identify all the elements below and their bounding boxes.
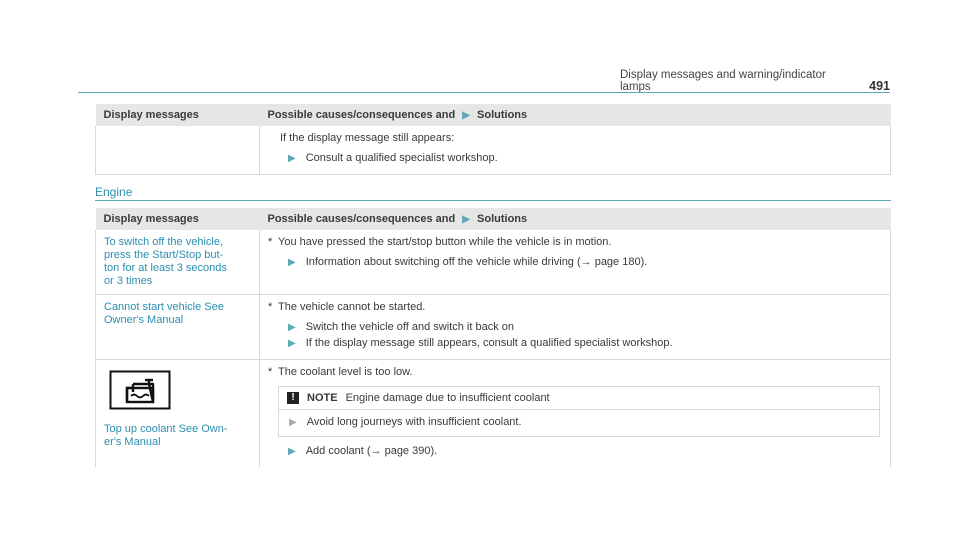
message-line: To switch off the vehicle, bbox=[104, 236, 224, 248]
asterisk-icon: * bbox=[268, 366, 273, 378]
message-text bbox=[104, 236, 251, 288]
message-cell bbox=[96, 295, 260, 360]
message-line: press the Start/Stop but- bbox=[104, 249, 224, 261]
column-header-messages-label: Display messages bbox=[103, 109, 199, 121]
cause-text: If the display message still appears: bbox=[280, 132, 455, 144]
page-header bbox=[620, 69, 890, 93]
continued-messages-table bbox=[95, 104, 891, 175]
column-header-causes-label: Possible causes/consequences and bbox=[267, 109, 456, 121]
solution-step bbox=[288, 256, 882, 268]
cause-text bbox=[268, 301, 882, 313]
note-label: NOTE bbox=[307, 392, 338, 404]
cause-cell bbox=[260, 230, 891, 295]
table-row bbox=[96, 295, 891, 360]
cause-text bbox=[268, 366, 882, 378]
message-line: ton for at least 3 seconds bbox=[104, 262, 227, 274]
column-header-messages bbox=[96, 104, 260, 126]
asterisk-icon: * bbox=[268, 301, 273, 313]
engine-messages-table bbox=[95, 208, 891, 467]
table-row bbox=[96, 230, 891, 295]
note-body bbox=[279, 410, 879, 436]
cause-text-content: The coolant level is too low. bbox=[278, 366, 413, 378]
solution-step bbox=[288, 152, 882, 164]
message-cell bbox=[96, 360, 260, 468]
cause-text bbox=[268, 236, 882, 248]
solution-step-text: Add coolant (→ page 390). bbox=[305, 445, 438, 457]
table-header-row bbox=[96, 104, 891, 126]
cause-text-content: The vehicle cannot be started. bbox=[278, 301, 426, 313]
arrow-right-icon: ▶ bbox=[288, 446, 296, 457]
column-header-messages-label: Display messages bbox=[103, 213, 199, 225]
table-row bbox=[96, 126, 891, 175]
message-line: or 3 times bbox=[104, 275, 153, 287]
warning-icon: ! bbox=[287, 392, 299, 404]
table-header-row bbox=[96, 208, 891, 230]
arrow-right-icon: ▶ bbox=[288, 322, 296, 333]
solution-step-text: If the display message still appears, consult a qualified specialist workshop. bbox=[305, 337, 673, 349]
note-text: Engine damage due to insufficient coolant bbox=[345, 392, 550, 404]
page-number: 491 bbox=[869, 79, 890, 93]
arrow-right-icon: ▶ bbox=[289, 417, 297, 428]
solution-step-text: Switch the vehicle off and switch it back on bbox=[305, 321, 514, 333]
arrow-right-icon: ▶ bbox=[288, 338, 296, 349]
asterisk-icon: * bbox=[268, 236, 273, 248]
message-line: Cannot start vehicle See bbox=[104, 301, 224, 313]
solution-step bbox=[288, 445, 882, 457]
column-header-solutions-label: Solutions bbox=[477, 213, 528, 225]
header-divider bbox=[78, 92, 890, 93]
cause-cell bbox=[260, 295, 891, 360]
message-line: Owner's Manual bbox=[104, 314, 184, 326]
table-row bbox=[96, 360, 891, 468]
message-line: Top up coolant See Own- bbox=[104, 423, 228, 435]
page-header-title: Display messages and warning/indicator lamps bbox=[620, 69, 826, 93]
solution-step bbox=[288, 321, 882, 333]
solution-step-text: Consult a qualified specialist workshop. bbox=[305, 152, 498, 164]
column-header-causes bbox=[260, 104, 891, 126]
arrow-right-icon: ▶ bbox=[462, 110, 470, 121]
note-header bbox=[279, 387, 879, 410]
solution-step bbox=[288, 337, 882, 349]
solution-step-text: Information about switching off the vehicle while driving (→ page 180). bbox=[305, 256, 648, 268]
arrow-right-icon: ▶ bbox=[288, 153, 296, 164]
arrow-right-icon: ▶ bbox=[288, 257, 296, 268]
column-header-causes bbox=[260, 208, 891, 230]
message-line: er's Manual bbox=[104, 436, 161, 448]
message-cell bbox=[96, 230, 260, 295]
coolant-level-warning-icon bbox=[109, 370, 251, 413]
section-title: Engine bbox=[95, 185, 133, 199]
column-header-causes-label: Possible causes/consequences and bbox=[267, 213, 456, 225]
note-step-text: Avoid long journeys with insufficient coolant. bbox=[306, 416, 522, 428]
cause-text-content: You have pressed the start/stop button while the vehicle is in motion. bbox=[278, 236, 612, 248]
cause-cell bbox=[260, 126, 891, 175]
message-cell bbox=[96, 126, 260, 175]
cause-cell bbox=[260, 360, 891, 468]
section-divider bbox=[95, 200, 891, 201]
column-header-solutions-label: Solutions bbox=[477, 109, 528, 121]
arrow-right-icon: ▶ bbox=[462, 214, 470, 225]
message-text bbox=[104, 423, 251, 449]
note-box bbox=[278, 386, 880, 437]
message-text bbox=[104, 301, 251, 327]
column-header-messages bbox=[96, 208, 260, 230]
